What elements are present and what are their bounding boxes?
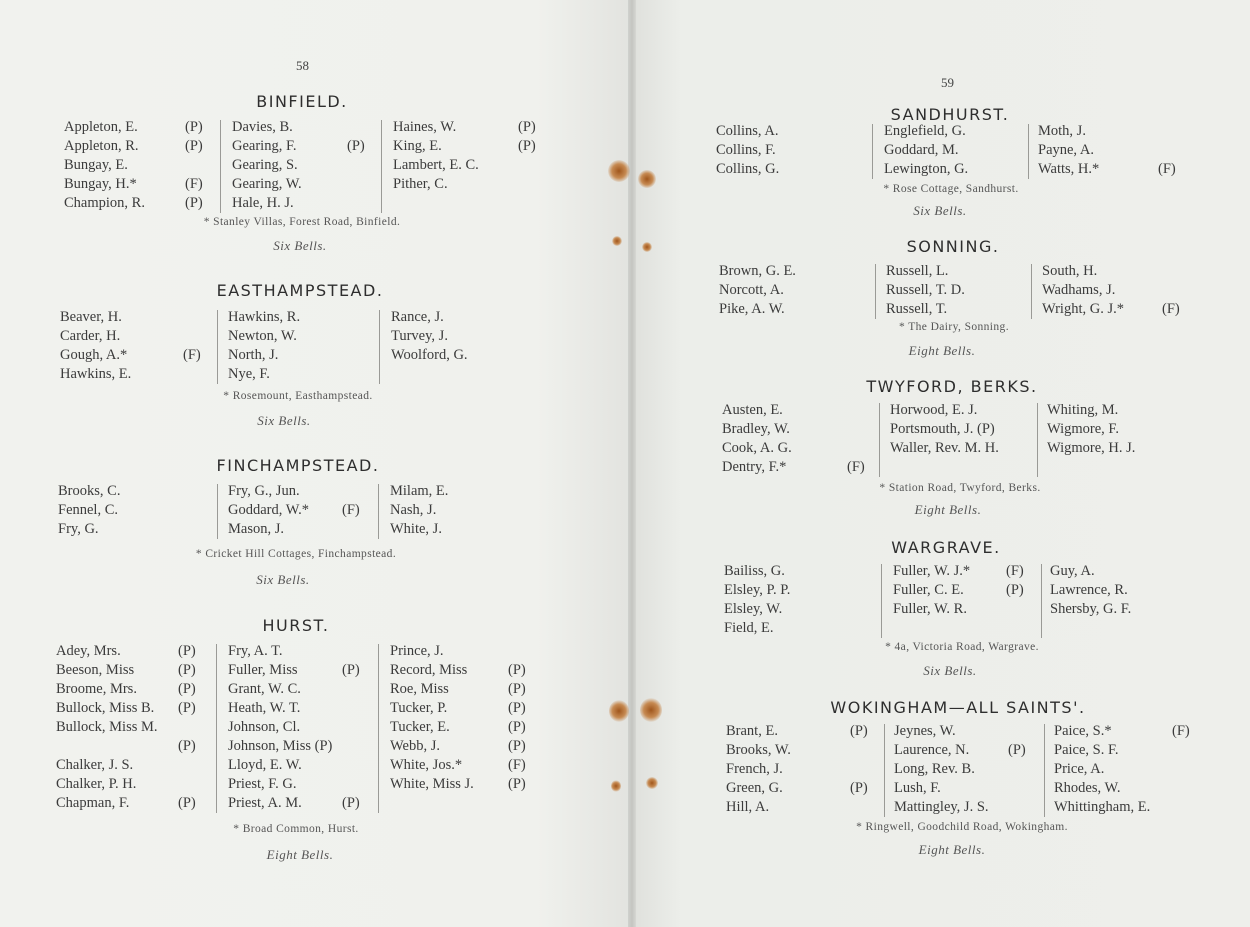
- member-tag: (P): [342, 662, 360, 678]
- member-tag: (F): [183, 347, 201, 363]
- column-divider: [1044, 724, 1045, 817]
- member-name: Fuller, C. E.: [893, 582, 964, 598]
- member-name: Prince, J.: [390, 643, 444, 659]
- member-name: Russell, T. D.: [886, 282, 965, 298]
- section-heading: BINFIELD.: [256, 92, 348, 111]
- member-name: Milam, E.: [390, 483, 449, 499]
- member-name: Gearing, S.: [232, 157, 298, 173]
- member-tag: (F): [342, 502, 360, 518]
- member-name: Lloyd, E. W.: [228, 757, 302, 773]
- member-name: Priest, F. G.: [228, 776, 297, 792]
- member-tag: (F): [847, 459, 865, 475]
- stain-spot: [609, 700, 629, 722]
- member-name: Grant, W. C.: [228, 681, 301, 697]
- member-tag: (P): [178, 700, 196, 716]
- member-name: White, J.: [390, 521, 442, 537]
- member-name: Bradley, W.: [722, 421, 790, 437]
- member-name: Englefield, G.: [884, 123, 966, 139]
- member-name: Fry, G., Jun.: [228, 483, 300, 499]
- member-name: Waller, Rev. M. H.: [890, 440, 999, 456]
- member-tag: (F): [1158, 161, 1176, 177]
- member-name: Guy, A.: [1050, 563, 1095, 579]
- member-name: Fuller, Miss: [228, 662, 298, 678]
- member-tag: (P): [508, 700, 526, 716]
- member-tag: (F): [508, 757, 526, 773]
- member-name: Gearing, F.: [232, 138, 297, 154]
- member-name: Tucker, P.: [390, 700, 448, 716]
- member-name: Moth, J.: [1038, 123, 1086, 139]
- member-name: Adey, Mrs.: [56, 643, 121, 659]
- member-tag: (P): [178, 795, 196, 811]
- column-divider: [216, 644, 217, 813]
- stain-spot: [640, 698, 662, 722]
- book-gutter: [628, 0, 636, 927]
- member-name: Whiting, M.: [1047, 402, 1119, 418]
- member-name: Shersby, G. F.: [1050, 601, 1132, 617]
- right-page: [632, 0, 1250, 927]
- stain-spot: [612, 236, 622, 246]
- member-name: Lewington, G.: [884, 161, 969, 177]
- member-name: Appleton, R.: [64, 138, 139, 154]
- member-name: Brooks, W.: [726, 742, 791, 758]
- member-name: Lush, F.: [894, 780, 941, 796]
- member-name: Pike, A. W.: [719, 301, 785, 317]
- member-name: Fuller, W. J.*: [893, 563, 971, 579]
- member-tag: (P): [178, 662, 196, 678]
- address-note: * Broad Common, Hurst.: [233, 823, 359, 835]
- member-tag: (P): [1006, 582, 1024, 598]
- member-name: Bullock, Miss B.: [56, 700, 155, 716]
- column-divider: [379, 310, 380, 384]
- member-name: Tucker, E.: [390, 719, 450, 735]
- member-name: Russell, L.: [886, 263, 949, 279]
- member-name: Johnson, Miss (P): [228, 738, 333, 754]
- member-tag: (P): [518, 119, 536, 135]
- stain-spot: [608, 160, 630, 182]
- address-note: * Cricket Hill Cottages, Finchampstead.: [195, 548, 397, 560]
- bells-count: Eight Bells.: [266, 847, 334, 862]
- column-divider: [217, 310, 218, 384]
- column-divider: [217, 484, 218, 539]
- member-tag: (P): [347, 138, 365, 154]
- stain-spot: [638, 170, 656, 188]
- member-name: Payne, A.: [1038, 142, 1094, 158]
- member-tag: (P): [178, 738, 196, 754]
- member-name: White, Jos.*: [390, 757, 463, 773]
- member-tag: (P): [508, 738, 526, 754]
- member-tag: (P): [508, 681, 526, 697]
- member-name: Fry, A. T.: [228, 643, 283, 659]
- member-name: Turvey, J.: [391, 328, 448, 344]
- bells-count: Eight Bells.: [908, 343, 976, 358]
- member-name: Rance, J.: [391, 309, 444, 325]
- member-name: Whittingham, E.: [1054, 799, 1151, 815]
- column-divider: [220, 120, 221, 213]
- member-tag: (P): [178, 643, 196, 659]
- member-name: Mason, J.: [228, 521, 284, 537]
- member-name: Fry, G.: [58, 521, 99, 537]
- member-tag: (F): [1172, 723, 1190, 739]
- member-name: Beeson, Miss: [56, 662, 135, 678]
- member-name: Goddard, W.*: [228, 502, 309, 518]
- page-number: 59: [941, 75, 954, 90]
- member-tag: (F): [1162, 301, 1180, 317]
- member-tag: (F): [185, 176, 203, 192]
- bells-count: Six Bells.: [257, 413, 311, 428]
- address-note: * Station Road, Twyford, Berks.: [879, 482, 1041, 494]
- member-name: Collins, F.: [716, 142, 776, 158]
- bells-count: Eight Bells.: [918, 842, 986, 857]
- member-name: Lambert, E. C.: [393, 157, 479, 173]
- member-name: Newton, W.: [228, 328, 297, 344]
- member-name: Bungay, H.*: [64, 176, 137, 192]
- member-name: Cook, A. G.: [722, 440, 792, 456]
- member-name: Chalker, J. S.: [56, 757, 134, 773]
- section-heading: FINCHAMPSTEAD.: [216, 456, 380, 475]
- member-name: Field, E.: [724, 620, 774, 636]
- column-divider: [1031, 264, 1032, 319]
- column-divider: [881, 564, 882, 638]
- address-note: * The Dairy, Sonning.: [899, 321, 1009, 333]
- member-name: Appleton, E.: [64, 119, 138, 135]
- member-tag: (P): [342, 795, 360, 811]
- column-divider: [879, 403, 880, 477]
- column-divider: [378, 644, 379, 813]
- member-name: Brant, E.: [726, 723, 778, 739]
- member-name: Broome, Mrs.: [56, 681, 137, 697]
- member-name: Bungay, E.: [64, 157, 128, 173]
- member-name: Carder, H.: [60, 328, 121, 344]
- member-tag: (P): [508, 719, 526, 735]
- member-tag: (P): [850, 780, 868, 796]
- member-name: Wright, G. J.*: [1042, 301, 1124, 317]
- member-name: Jeynes, W.: [894, 723, 956, 739]
- member-name: Gough, A.*: [60, 347, 128, 363]
- member-name: Priest, A. M.: [228, 795, 302, 811]
- member-name: Hawkins, R.: [228, 309, 301, 325]
- member-name: Price, A.: [1054, 761, 1105, 777]
- member-name: Paice, S.*: [1054, 723, 1112, 739]
- member-name: Collins, A.: [716, 123, 779, 139]
- member-name: Rhodes, W.: [1054, 780, 1121, 796]
- member-name: Austen, E.: [722, 402, 783, 418]
- section-heading: EASTHAMPSTEAD.: [216, 281, 384, 300]
- member-name: Elsley, W.: [724, 601, 783, 617]
- member-name: Fennel, C.: [58, 502, 119, 518]
- bells-count: Eight Bells.: [914, 502, 982, 517]
- member-name: South, H.: [1042, 263, 1098, 279]
- member-name: North, J.: [228, 347, 279, 363]
- member-tag: (P): [508, 662, 526, 678]
- member-tag: (P): [185, 195, 203, 211]
- member-name: Hawkins, E.: [60, 366, 132, 382]
- bells-count: Six Bells.: [923, 663, 977, 678]
- member-tag: (P): [185, 119, 203, 135]
- member-name: Woolford, G.: [391, 347, 468, 363]
- member-name: Norcott, A.: [719, 282, 784, 298]
- member-name: Long, Rev. B.: [894, 761, 975, 777]
- section-heading: TWYFORD, BERKS.: [866, 377, 1038, 396]
- member-tag: (F): [1006, 563, 1024, 579]
- member-tag: (P): [1008, 742, 1026, 758]
- member-name: White, Miss J.: [390, 776, 474, 792]
- member-name: Chapman, F.: [56, 795, 130, 811]
- member-name: Davies, B.: [232, 119, 293, 135]
- column-divider: [378, 484, 379, 539]
- member-name: Portsmouth, J. (P): [890, 421, 995, 437]
- member-name: Paice, S. F.: [1054, 742, 1119, 758]
- section-heading: WOKINGHAM—ALL SAINTS'.: [830, 698, 1086, 717]
- member-name: Chalker, P. H.: [56, 776, 137, 792]
- bells-count: Six Bells.: [273, 238, 327, 253]
- member-name: Dentry, F.*: [722, 459, 787, 475]
- stain-spot: [646, 777, 658, 789]
- section-heading: WARGRAVE.: [891, 538, 1001, 557]
- member-tag: (P): [178, 681, 196, 697]
- address-note: * 4a, Victoria Road, Wargrave.: [885, 641, 1039, 653]
- member-name: Horwood, E. J.: [890, 402, 978, 418]
- column-divider: [884, 724, 885, 817]
- member-name: Champion, R.: [64, 195, 145, 211]
- member-name: Brown, G. E.: [719, 263, 796, 279]
- member-name: Gearing, W.: [232, 176, 302, 192]
- bells-count: Six Bells.: [913, 203, 967, 218]
- member-name: Fuller, W. R.: [893, 601, 967, 617]
- member-name: Record, Miss: [390, 662, 468, 678]
- member-name: Webb, J.: [390, 738, 440, 754]
- column-divider: [872, 124, 873, 179]
- member-name: Haines, W.: [393, 119, 457, 135]
- column-divider: [381, 120, 382, 213]
- member-tag: (P): [185, 138, 203, 154]
- column-divider: [1041, 564, 1042, 638]
- member-name: Pither, C.: [393, 176, 448, 192]
- member-name: Goddard, M.: [884, 142, 959, 158]
- member-name: Wigmore, F.: [1047, 421, 1119, 437]
- member-name: Heath, W. T.: [228, 700, 301, 716]
- address-note: * Rosemount, Easthampstead.: [223, 390, 373, 402]
- column-divider: [1028, 124, 1029, 179]
- member-name: Wigmore, H. J.: [1047, 440, 1136, 456]
- member-name: Roe, Miss: [390, 681, 449, 697]
- page-number: 58: [296, 58, 309, 73]
- address-note: * Rose Cottage, Sandhurst.: [883, 183, 1019, 195]
- member-name: Hale, H. J.: [232, 195, 294, 211]
- member-name: Bailiss, G.: [724, 563, 785, 579]
- member-name: Watts, H.*: [1038, 161, 1100, 177]
- member-tag: (P): [850, 723, 868, 739]
- member-name: Nye, F.: [228, 366, 270, 382]
- member-name: Nash, J.: [390, 502, 437, 518]
- member-name: French, J.: [726, 761, 783, 777]
- column-divider: [1037, 403, 1038, 477]
- member-name: Green, G.: [726, 780, 783, 796]
- member-name: Brooks, C.: [58, 483, 121, 499]
- member-name: Elsley, P. P.: [724, 582, 791, 598]
- member-name: Bullock, Miss M.: [56, 719, 158, 735]
- section-heading: SANDHURST.: [890, 105, 1010, 124]
- section-heading: SONNING.: [906, 237, 1000, 256]
- section-heading: HURST.: [262, 616, 330, 635]
- member-name: Mattingley, J. S.: [894, 799, 989, 815]
- address-note: * Ringwell, Goodchild Road, Wokingham.: [856, 821, 1068, 833]
- member-name: Johnson, Cl.: [228, 719, 301, 735]
- stain-spot: [642, 242, 652, 252]
- member-name: Collins, G.: [716, 161, 780, 177]
- member-name: King, E.: [393, 138, 442, 154]
- member-name: Wadhams, J.: [1042, 282, 1116, 298]
- bells-count: Six Bells.: [256, 572, 310, 587]
- member-name: Laurence, N.: [894, 742, 970, 758]
- member-tag: (P): [508, 776, 526, 792]
- member-tag: (P): [518, 138, 536, 154]
- stain-spot: [611, 780, 621, 792]
- address-note: * Stanley Villas, Forest Road, Binfield.: [203, 216, 401, 228]
- column-divider: [875, 264, 876, 319]
- member-name: Russell, T.: [886, 301, 948, 317]
- member-name: Lawrence, R.: [1050, 582, 1128, 598]
- member-name: Beaver, H.: [60, 309, 122, 325]
- member-name: Hill, A.: [726, 799, 770, 815]
